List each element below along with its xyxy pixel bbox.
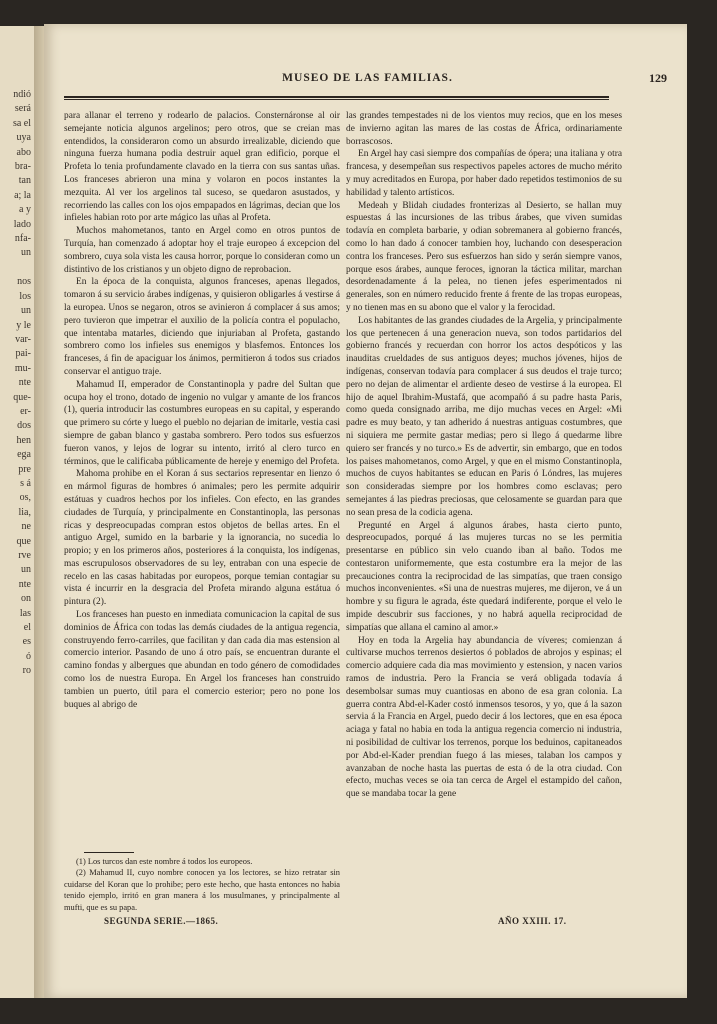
right-column <box>346 110 622 801</box>
footer-year: AÑO XXIII. 17. <box>498 916 567 926</box>
footnote: (2) Mahamud II, cuyo nombre conocen ya los lectores, se hizo retratar sin cuidarse del Koran que lo prohibe; pero este hecho, que hasta entonces no habia tenido ejemplo, irritó en gran manera á los musulmanes, y principalmente al mufti, que es su papa. <box>64 868 340 912</box>
paragraph: Los habitantes de las grandes ciudades de la Argelia, y principalmente los que pertenecen á una generacion nueva, son todos partidarios del gobierno francés y recuerdan con horror los actos despóticos y las inauditas crueldades de sus antiguos deyes; muchos jóvenes, hijos de indígenas, conservan todavía para complacer á sus deudos el traje turco; pero no dejan de alimentar el ardiente deseo de vestirse á la europea. El hijo de aquel Ibrahim-Mustafá, que acompañó á su padre hasta Paris, como queda consignado arriba, me dijo muchas veces en Argel: «Mi padre es muy beato, y tan adherido á nuestras antiguas costumbres, que ni siquiera me permite gastar medias; pero si llego á quedarme libre quiero ser francés y no turco.» Es de advertir, sin embargo, que en todos los paises mahometanos, como Argel, y que en el mismo Constantinopla, muchos de cuyos habitantes se educan en Paris ó Lóndres, las mujeres son consideradas siempre por los hombres como esclavas; pero semejantes á las piedras preciosas, que celosamente se guardan para que no sean presa de la codicia agena. <box>346 315 622 518</box>
book-page <box>44 24 687 998</box>
running-header <box>64 72 671 88</box>
footnotes <box>64 856 340 913</box>
paragraph: Los franceses han puesto en inmediata comunicacion la capital de sus dominios de África con todas las demás ciudades de la antigua regencia, construyendo ferro-carriles, que facilitan y dan cada dia mas estension al comercio interior. Pasando de uno á otro país, se encuentran durante el camino fondas y albergues que abundan en todo género de comodidades como los de nuestra Europa. En Argel los franceses han construido tambien un puerto, útil para el comercio esterior; pero no pone los buques al abrigo de <box>64 610 340 710</box>
previous-page-edge <box>0 26 35 998</box>
paragraph: En Argel hay casi siempre dos compañías de ópera; una italiana y otra francesa, y desempeñan sus respectivos papeles actores de mucho mérito y muy acreditados en Europa, por haber dado repetidos testimonios de su habilidad y talento artísticos. <box>346 149 622 198</box>
paragraph: Mahamud II, emperador de Constantinopla y padre del Sultan que ocupa hoy el trono, dotado de ingenio no vulgar y amante de los francos (1), queria introducir las costumbres europeas en su capital, y esperando que primero su córte y luego el pueblo no dejarian de imitarle, vestia casi siempre de gaban blanco y gastaba sombrero. Pero todos sus esfuerzos fueron vanos, y lejos de lograr su intento, irritó al clero turco en términos, que le calificaba públicamente de hereje y enemigo del Profeta. <box>64 379 340 467</box>
paragraph: Medeah y Blidah ciudades fronterizas al Desierto, se hallan muy espuestas á las incursiones de las tribus árabes, que viven sumidas todavía en completa barbarie, y odian sobremanera al gobierno francés, como lo han dado á conocer tambien hoy, luchando con desesperacion contra los franceses. Pero sus esfuerzos han sido y serán siempre vanos, porque esos árabes, aunque feroces, ignoran la táctica militar, marchan desordenadamente á la pelea, no tienen jefes esperimentados ni generales, son en número reducido frente á frente de las tropas europeas, y no tienen mas en su abono que el valor y la ferocidad. <box>346 200 622 313</box>
left-column <box>64 110 340 711</box>
paragraph: las grandes tempestades ni de los vientos muy recios, que en los meses de invierno agitan las mares de las costas de África, ordinariamente borrascosos. <box>346 111 622 147</box>
page-number: 129 <box>649 71 667 85</box>
footnote-separator <box>84 852 134 853</box>
page-title: MUSEO DE LAS FAMILIAS. <box>282 72 453 84</box>
footer-series: SEGUNDA SERIE.—1865. <box>104 916 219 926</box>
paragraph: En la época de la conquista, algunos franceses, apenas llegados, tomaron á su servicio árabes indígenas, y quisieron obligarles á vestirse á la europea. Unos se negaron, otros se avinieron á complacer á sus amos; pero tuvieron que impetrar el auxilio de la policía contra el populacho, que intentaba matarles, diciendo que injuriaban al Profeta, gastando sombrero como los infieles sus enemigos y blasfemos. Entonces los franceses, á fin de apaciguar los ánimos, permitieron á todos sus criados conservar el antiguo traje. <box>64 277 340 377</box>
paragraph: Muchos mahometanos, tanto en Argel como en otros puntos de Turquía, han comenzado á adoptar hoy el traje europeo á excepcion del sombrero, cuya sola vista les causa horror, porque lo consideran como un distintivo de los cristianos y un objeto digno de reprobacion. <box>64 226 340 275</box>
footnote: (1) Los turcos dan este nombre á todos los europeos. <box>76 857 253 866</box>
header-rule <box>64 96 609 100</box>
previous-page-text-fragments: ndió será sa el uya abo bra- tan a; la a y lado nfa- un nos los un y le var- pai- mu- nte que- er- dos hen ega pre s á os, lia, ne que rve un nte on las el es ó ro <box>12 89 31 677</box>
paragraph: Mahoma prohibe en el Koran á sus sectarios representar en lienzo ó en mármol figuras de hombres ó animales; pero les permite adquirir estátuas y cuadros hechos por los infieles. Con efecto, en las grandes ciudades de Turquía, y principalmente en Constantinopla, las personas ricas y despreocupadas compran estos objetos de bellas artes. En el antiguo Argel, sumido en la barbarie y la ignorancia, no sucedia lo propio; y en los primeros años, posteriores á la conquista, los indígenas, mas escrupulosos observadores de su ley, entraban con una especie de recelo en las casas habitadas por europeos, porque temian contagiar su vista é incurrir en la desgracia del Profeta mirando alguna estátua ó pintura (2). <box>64 469 340 608</box>
paragraph: para allanar el terreno y rodearlo de palacios. Consternáronse al oir semejante noticia algunos argelinos; pero otros, que se creian mas entendidos, la consideraron como un absurdo irrealizable, diciendo que ninguna fuerza humana podia destruir aquel gran edificio, porque el Profeta lo tenia profundamente clavado en la tierra con sus santas uñas. Los franceses abrieron una mina y volaron en pocos instantes la mezquita. Al ver los argelinos tal suceso, se quedaron asustados, y recorriendo las calles con los ojos empapados en lágrimas, decian que los infieles habian roto por arte mágico las uñas al Profeta. <box>64 111 340 224</box>
paragraph: Pregunté en Argel á algunos árabes, hasta cierto punto, despreocupados, porqué á las mujeres turcas no se les permitia presentarse en público sin velo cuando iban al baño. Todos me contestaron uniformemente, que esta costumbre era la mejor de las precauciones contra la reciprocidad de las simpatías, que traen consigo muchos inconvenientes. «Si una de nuestras mujeres, me dijeron, ve á un hombre y su figura le agrada, éste quedará indiferente, porque el velo le impide descubrir sus facciones, y no habrá aquella reciprocidad de simpatías que allana el camino al amor.» <box>346 520 622 633</box>
paragraph: Hoy en toda la Argelia hay abundancia de víveres; comienzan á cultivarse muchos terrenos desiertos ó poblados de abrojos y espinas; el comercio adquiere cada dia mas movimiento y estension, y nacen varios ramos de industria. Pero la Francia se verá obligada todavía á desembolsar sumas muy cuantiosas en abono de esa gran colonia. La guerra contra Abd-el-Kader costó inmensos tesoros, y yo, que á la sazon servia á la Francia en Argel, puedo decir á los lectores, que en esa época aciaga y fatal no habia en toda la antigua regencia comercio ni industria, ni posibilidad de cultivar los terrenos, porque los beduinos, capitaneados por Abd-el-Kader prendian fuego á las mieses, talaban los campos y avanzaban de noche hasta las puertas de esta ó de la otra ciudad. Con efecto, muchas veces se oia tan cerca de Argel el estampido del cañon, que se mandaba tocar la gene <box>346 635 622 800</box>
